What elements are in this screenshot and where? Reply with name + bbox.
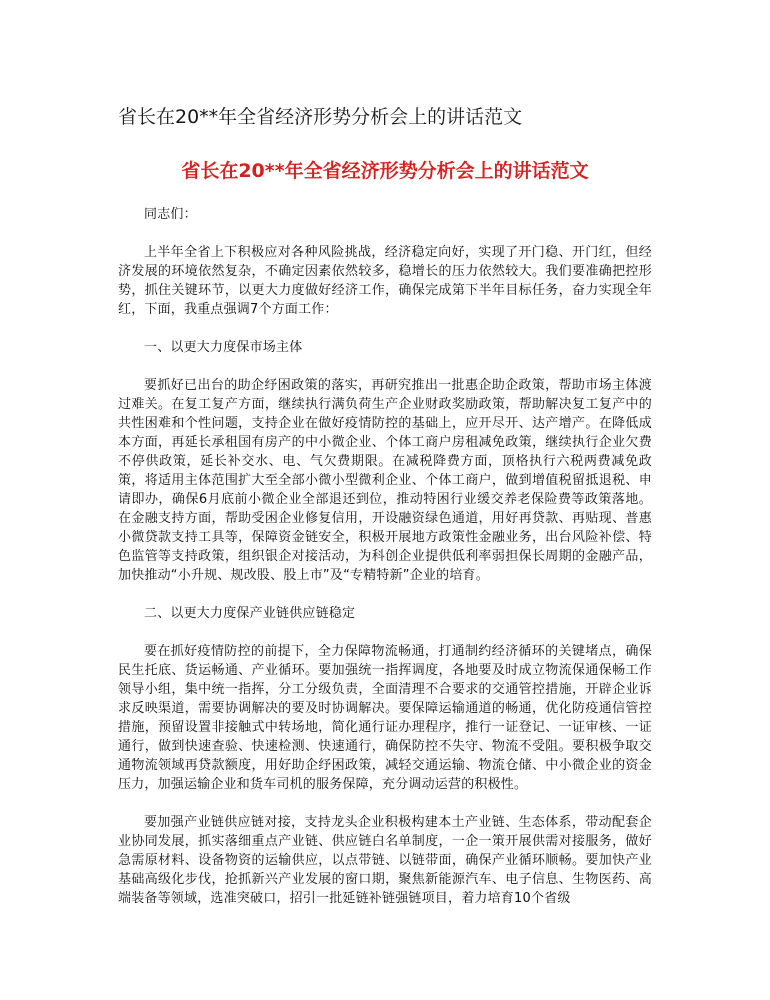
section-1-paragraph: 要抓好已出台的助企纾困政策的落实，再研究推出一批惠企助企政策，帮助市场主体渡过难关。在复工复产方面，继续执行满负荷生产企业财政奖励政策，帮助解决复工复产中的共性困难和个性问题，支持企业在做好疫情防控的基础上，应开尽开、达产增产。在降低成本方面，再延长承租国有房产的中小微企业、个体工商户房租减免政策，继续执行企业欠费不停供政策，延长补交水、电、气欠费期限。在减税降费方面，顶格执行六税两费减免政策，将适用主体范围扩大至全部小微小型微利企业、个体工商户，做到增值税留抵退税、申请即办，确保6月底前小微企业全部退还到位，推动特困行业缓交养老保险费等政策落地。在金融支持方面，帮助受困企业修复信用，开设融资绿色通道，用好再贷款、再贴现、普惠小微贷款支持工具等，保障资金链安全，积极开展地方政策性金融业务，出台风险补偿、特色监管等支持政策，组织银企对接活动，为科创企业提供低利率弱担保长周期的金融产品，加快推动“小升规、规改股、股上市”及“专精特新”企业的培育。 (118, 378, 652, 583)
section-2-title: 二、以更大力度保产业链供应链稳定 (144, 606, 356, 621)
intro-paragraph: 上半年全省上下积极应对各种风险挑战，经济稳定向好，实现了开门稳、开门红，但经济发展的环境依然复杂，不确定因素依然较多，稳增长的压力依然较大。我们要准确把控形势，抓住关键环节，以更大力度做好经济工作，确保完成第下半年目标任务，奋力实现全年红，下面，我重点强调7个方面工作： (118, 245, 652, 317)
section-2-paragraph-2: 要加强产业链供应链对接，支持龙头企业积极构建本土产业链、生态体系，带动配套企业协同发展，抓实落细重点产业链、供应链白名单制度，一企一策开展供需对接服务，做好急需原材料、设备物资的运输供应，以点带链、以链带面，确保产业循环顺畅。要加快产业基础高级化步伐，抢抓新兴产业发展的窗口期，聚焦新能源汽车、电子信息、生物医药、高端装备等领域，选准突破口，招引一批延链补链强链项目，着力培育10个省级 (118, 815, 652, 906)
document-body (118, 205, 652, 908)
section-1-title: 一、以更大力度保市场主体 (144, 340, 303, 355)
document-heading: 省长在20**年全省经济形势分析会上的讲话范文 (181, 160, 589, 182)
greeting: 同志们： (144, 207, 197, 222)
section-2-paragraph-1: 要在抓好疫情防控的前提下，全力保障物流畅通，打通制约经济循环的关键堵点，确保民生托底、货运畅通、产业循环。要加强统一指挥调度，各地要及时成立物流保通保畅工作领导小组，集中统一指挥，分工分级负责，全面清理不合要求的交通管控措施，开辟企业诉求反映渠道，需要协调解决的要及时协调解决。要保障运输通道的畅通，优化防疫通信管控措施，预留设置非接触式中转场地，简化通行证办理程序，推行一证登记、一证审核、一证通行，做到快速查验、快速检测、快速通行，确保防控不失守、物流不受阻。要积极争取交通物流领域再贷款额度，用好助企纾困政策，减轻交通运输、物流仓储、中小微企业的资金压力，加强运输企业和货车司机的服务保障，充分调动运营的积极性。 (118, 644, 652, 792)
document-title: 省长在20**年全省经济形势分析会上的讲话范文 (118, 106, 523, 128)
